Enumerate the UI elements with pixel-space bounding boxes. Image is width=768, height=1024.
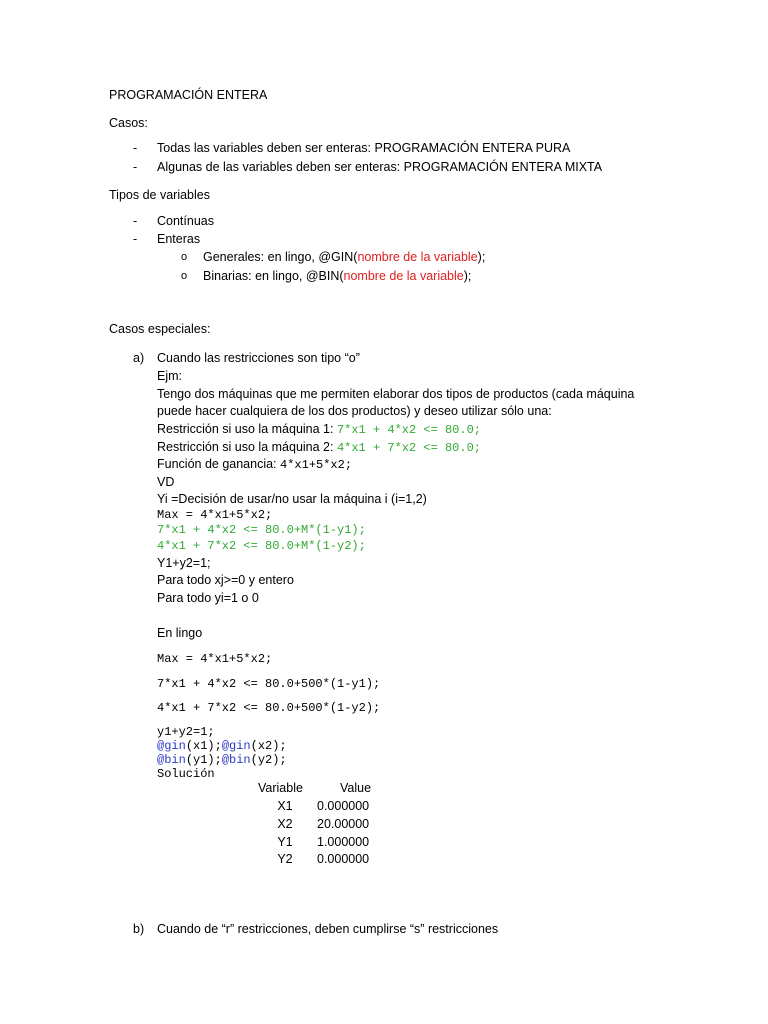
case-a-desc-1: Tengo dos máquinas que me permiten elaborar dos tipos de productos (cada máquina [157, 387, 635, 401]
funcion-ganancia-code: 4*x1+5*x2; [280, 458, 353, 472]
circle-bullet: o [181, 251, 188, 263]
restriccion-1-label: Restricción si uso la máquina 1: [157, 422, 337, 436]
list-item-text: Todas las variables deben ser enteras: PROGRAMACIÓN ENTERA PURA [157, 141, 571, 155]
max-line: Max = 4*x1+5*x2; [157, 508, 273, 522]
restriccion-2-code: 4*x1 + 7*x2 <= 80.0; [336, 441, 481, 455]
restriccion-1-code: 7*x1 + 4*x2 <= 80.0; [336, 423, 481, 437]
gin-arg-1: (x1); [185, 739, 222, 753]
subtipo-text: Generales: en lingo, @GIN( [203, 250, 358, 264]
constraint-2: 4*x1 + 7*x2 <= 80.0+M*(1-y2); [157, 539, 366, 553]
case-a-title: Cuando las restricciones son tipo “o” [157, 351, 360, 365]
case-b-label: b) [133, 922, 145, 936]
subtipo-suffix: ); [477, 250, 486, 264]
yi-binary-line: Para todo yi=1 o 0 [157, 591, 259, 605]
bin-arg-2: (y2); [250, 753, 287, 767]
dash-bullet: - [133, 141, 138, 155]
bin-keyword: @bin [221, 753, 251, 767]
list-item-text: Contínuas [157, 214, 214, 228]
dash-bullet: - [133, 160, 138, 174]
list-item-text: Enteras [157, 232, 201, 246]
subtipo-highlight: nombre de la variable [343, 269, 464, 283]
funcion-ganancia [157, 456, 352, 473]
row-variable: Y1 [277, 835, 293, 849]
case-b-title: Cuando de “r” restricciones, deben cumplirse “s” restricciones [157, 922, 499, 936]
bin-keyword: @bin [157, 753, 186, 767]
row-variable: Y2 [277, 852, 293, 866]
gin-keyword: @gin [157, 739, 186, 753]
header-value: Value [340, 781, 372, 795]
lingo-constraint-1: 7*x1 + 4*x2 <= 80.0+500*(1-y1); [157, 677, 381, 691]
row-value: 1.000000 [317, 835, 370, 849]
funcion-ganancia-label: Función de ganancia: [157, 457, 281, 471]
lingo-max: Max = 4*x1+5*x2; [157, 652, 273, 666]
tipos-heading: Tipos de variables [109, 188, 210, 202]
row-variable: X1 [277, 799, 293, 813]
subtipo-highlight: nombre de la variable [357, 250, 478, 264]
especiales-heading: Casos especiales: [109, 322, 211, 336]
en-lingo-heading: En lingo [157, 626, 203, 640]
solucion-label: Solución [157, 767, 215, 781]
lingo-constraint-2: 4*x1 + 7*x2 <= 80.0+500*(1-y2); [157, 701, 381, 715]
subtipo-suffix: ); [463, 269, 472, 283]
list-item-text [203, 249, 485, 265]
page-title: PROGRAMACIÓN ENTERA [109, 88, 268, 102]
restriccion-2 [157, 439, 481, 456]
restriccion-1 [157, 421, 481, 438]
lingo-y-sum: y1+y2=1; [157, 725, 215, 739]
gin-keyword: @gin [221, 739, 251, 753]
xj-line: Para todo xj>=0 y entero [157, 573, 294, 587]
row-value: 0.000000 [317, 799, 370, 813]
list-item-text [203, 268, 471, 284]
circle-bullet: o [181, 270, 188, 282]
casos-heading: Casos: [109, 116, 148, 130]
row-variable: X2 [277, 817, 293, 831]
gin-arg-2: (x2); [250, 739, 287, 753]
yi-definition: Yi =Decisión de usar/no usar la máquina i (i=1,2) [157, 492, 427, 506]
header-variable: Variable [258, 781, 303, 795]
restriccion-2-label: Restricción si uso la máquina 2: [157, 440, 337, 454]
row-value: 20.00000 [317, 817, 370, 831]
list-item-text: Algunas de las variables deben ser enteras: PROGRAMACIÓN ENTERA MIXTA [157, 160, 603, 174]
case-a-desc-2: puede hacer cualquiera de los dos productos) y deseo utilizar sólo una: [157, 404, 552, 418]
dash-bullet: - [133, 232, 138, 246]
y-sum-line: Y1+y2=1; [157, 556, 211, 570]
vd-label: VD [157, 475, 175, 489]
row-value: 0.000000 [317, 852, 370, 866]
subtipo-text: Binarias: en lingo, @BIN( [203, 269, 344, 283]
constraint-1: 7*x1 + 4*x2 <= 80.0+M*(1-y1); [157, 523, 366, 537]
case-a-label: a) [133, 351, 145, 365]
bin-arg-1: (y1); [185, 753, 222, 767]
case-a-ejm: Ejm: [157, 369, 182, 383]
dash-bullet: - [133, 214, 138, 228]
